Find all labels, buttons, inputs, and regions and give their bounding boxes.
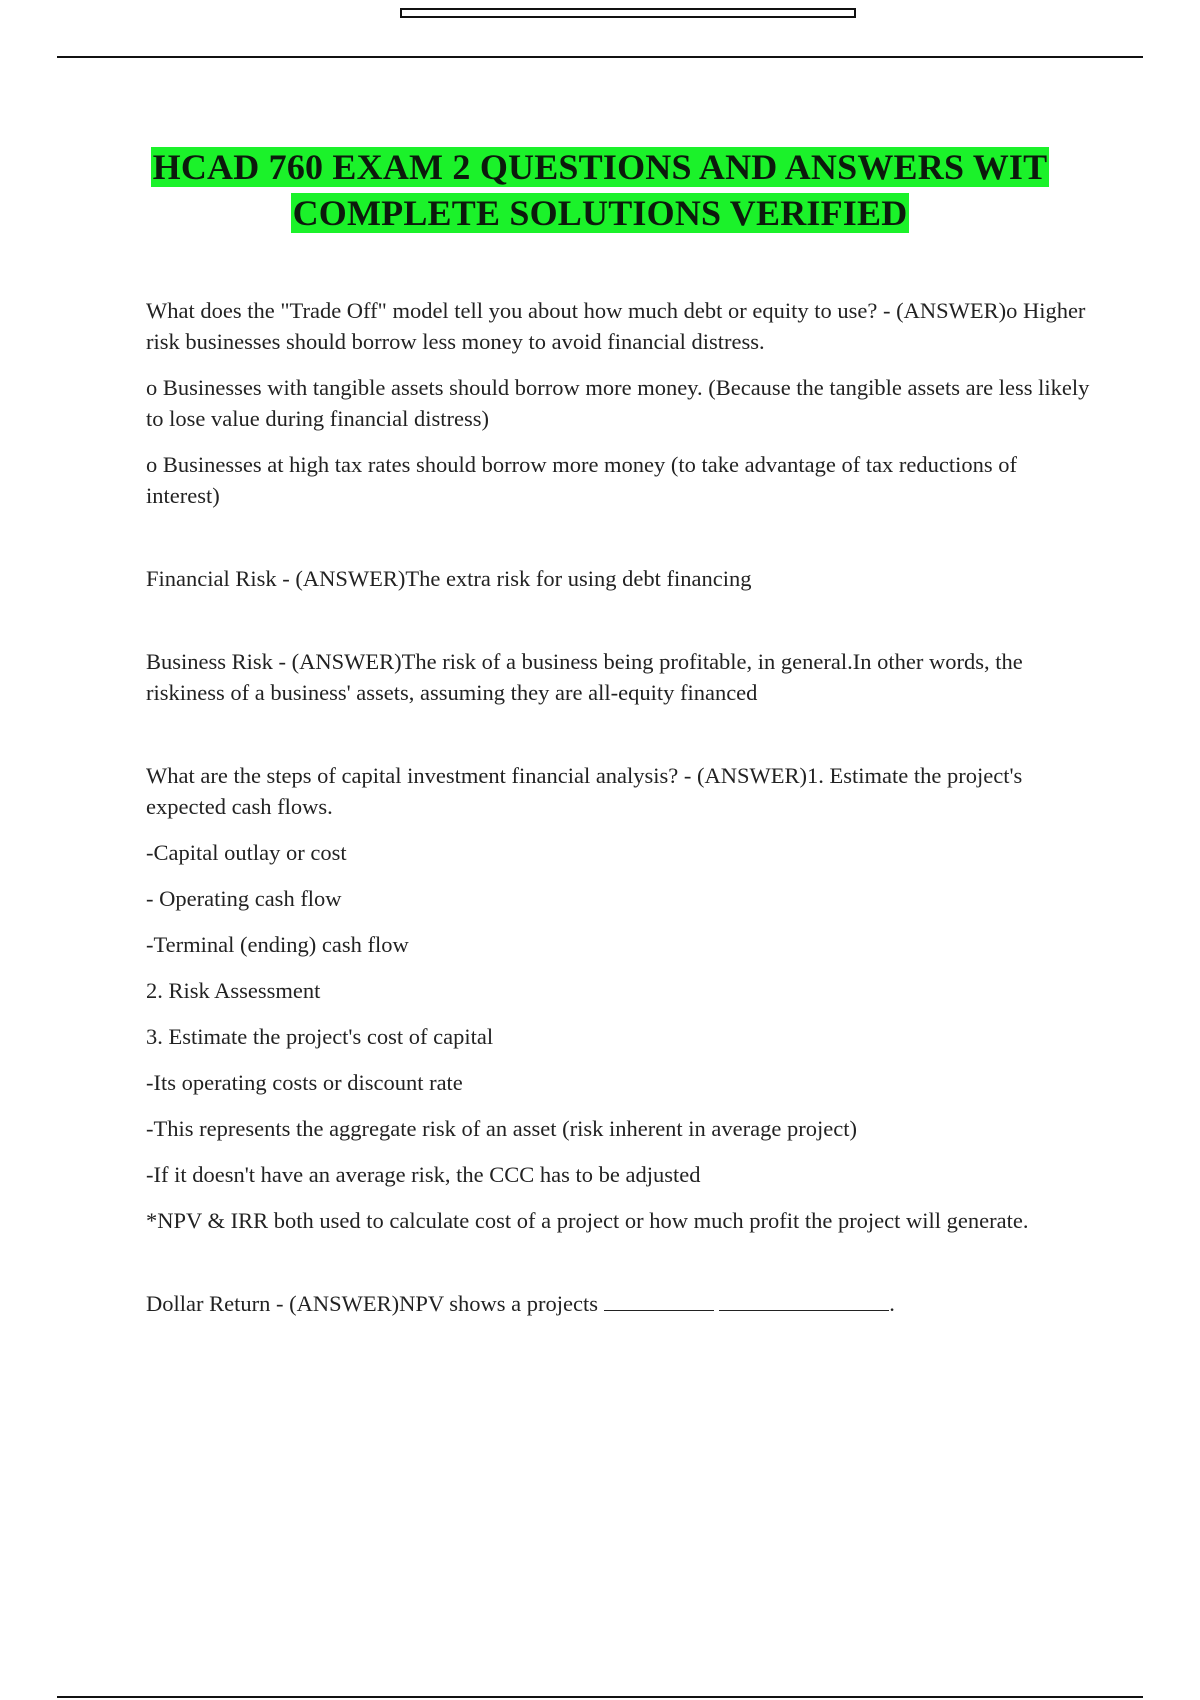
- qa-paragraph: [146, 1288, 1096, 1319]
- title-line-1: HCAD 760 EXAM 2 QUESTIONS AND ANSWERS WIT: [152, 147, 1048, 187]
- qa-suffix: .: [889, 1291, 895, 1316]
- qa-paragraph: o Businesses at high tax rates should borrow more money (to take advantage of tax reductions of interest): [146, 452, 1018, 508]
- title-line-2: COMPLETE SOLUTIONS VERIFIED: [292, 193, 908, 233]
- qa-paragraph: -This represents the aggregate risk of an asset (risk inherent in average project): [146, 1116, 857, 1141]
- qa-paragraph: -Its operating costs or discount rate: [146, 1070, 463, 1095]
- qa-paragraph: What are the steps of capital investment financial analysis? - (ANSWER)1. Estimate the project's expected cash flows.: [146, 763, 1023, 819]
- document-body: [146, 295, 1096, 1371]
- qa-paragraph: -Capital outlay or cost: [146, 840, 347, 865]
- header-box: [400, 8, 856, 18]
- qa-paragraph: -Terminal (ending) cash flow: [146, 932, 409, 957]
- qa-item-trade-off: [146, 295, 1096, 511]
- qa-paragraph: 3. Estimate the project's cost of capital: [146, 1024, 494, 1049]
- qa-item-capital-investment: [146, 760, 1096, 1236]
- qa-paragraph: -If it doesn't have an average risk, the CCC has to be adjusted: [146, 1162, 701, 1187]
- qa-paragraph: 2. Risk Assessment: [146, 978, 321, 1003]
- qa-paragraph: o Businesses with tangible assets should borrow more money. (Because the tangible assets are less likely to lose value during financial distress): [146, 375, 1090, 431]
- qa-item-financial-risk: [146, 563, 1096, 594]
- qa-item-dollar-return: [146, 1288, 1096, 1319]
- qa-paragraph: Business Risk - (ANSWER)The risk of a business being profitable, in general.In other words, the riskiness of a business' assets, assuming they are all-equity financed: [146, 649, 1023, 705]
- qa-paragraph: - Operating cash flow: [146, 886, 342, 911]
- fill-blank-2: [719, 1288, 889, 1311]
- qa-paragraph: What does the "Trade Off" model tell you about how much debt or equity to use? - (ANSWER)o Higher risk businesses should borrow less money to avoid financial distress.: [146, 298, 1086, 354]
- bottom-rule: [57, 1696, 1143, 1698]
- qa-paragraph: Financial Risk - (ANSWER)The extra risk for using debt financing: [146, 566, 752, 591]
- top-rule: [57, 56, 1143, 58]
- qa-paragraph: *NPV & IRR both used to calculate cost of a project or how much profit the project will generate.: [146, 1208, 1029, 1233]
- fill-blank-1: [604, 1288, 714, 1311]
- page-title: [0, 144, 1200, 236]
- qa-text: Dollar Return - (ANSWER)NPV shows a projects: [146, 1291, 599, 1316]
- qa-item-business-risk: [146, 646, 1096, 708]
